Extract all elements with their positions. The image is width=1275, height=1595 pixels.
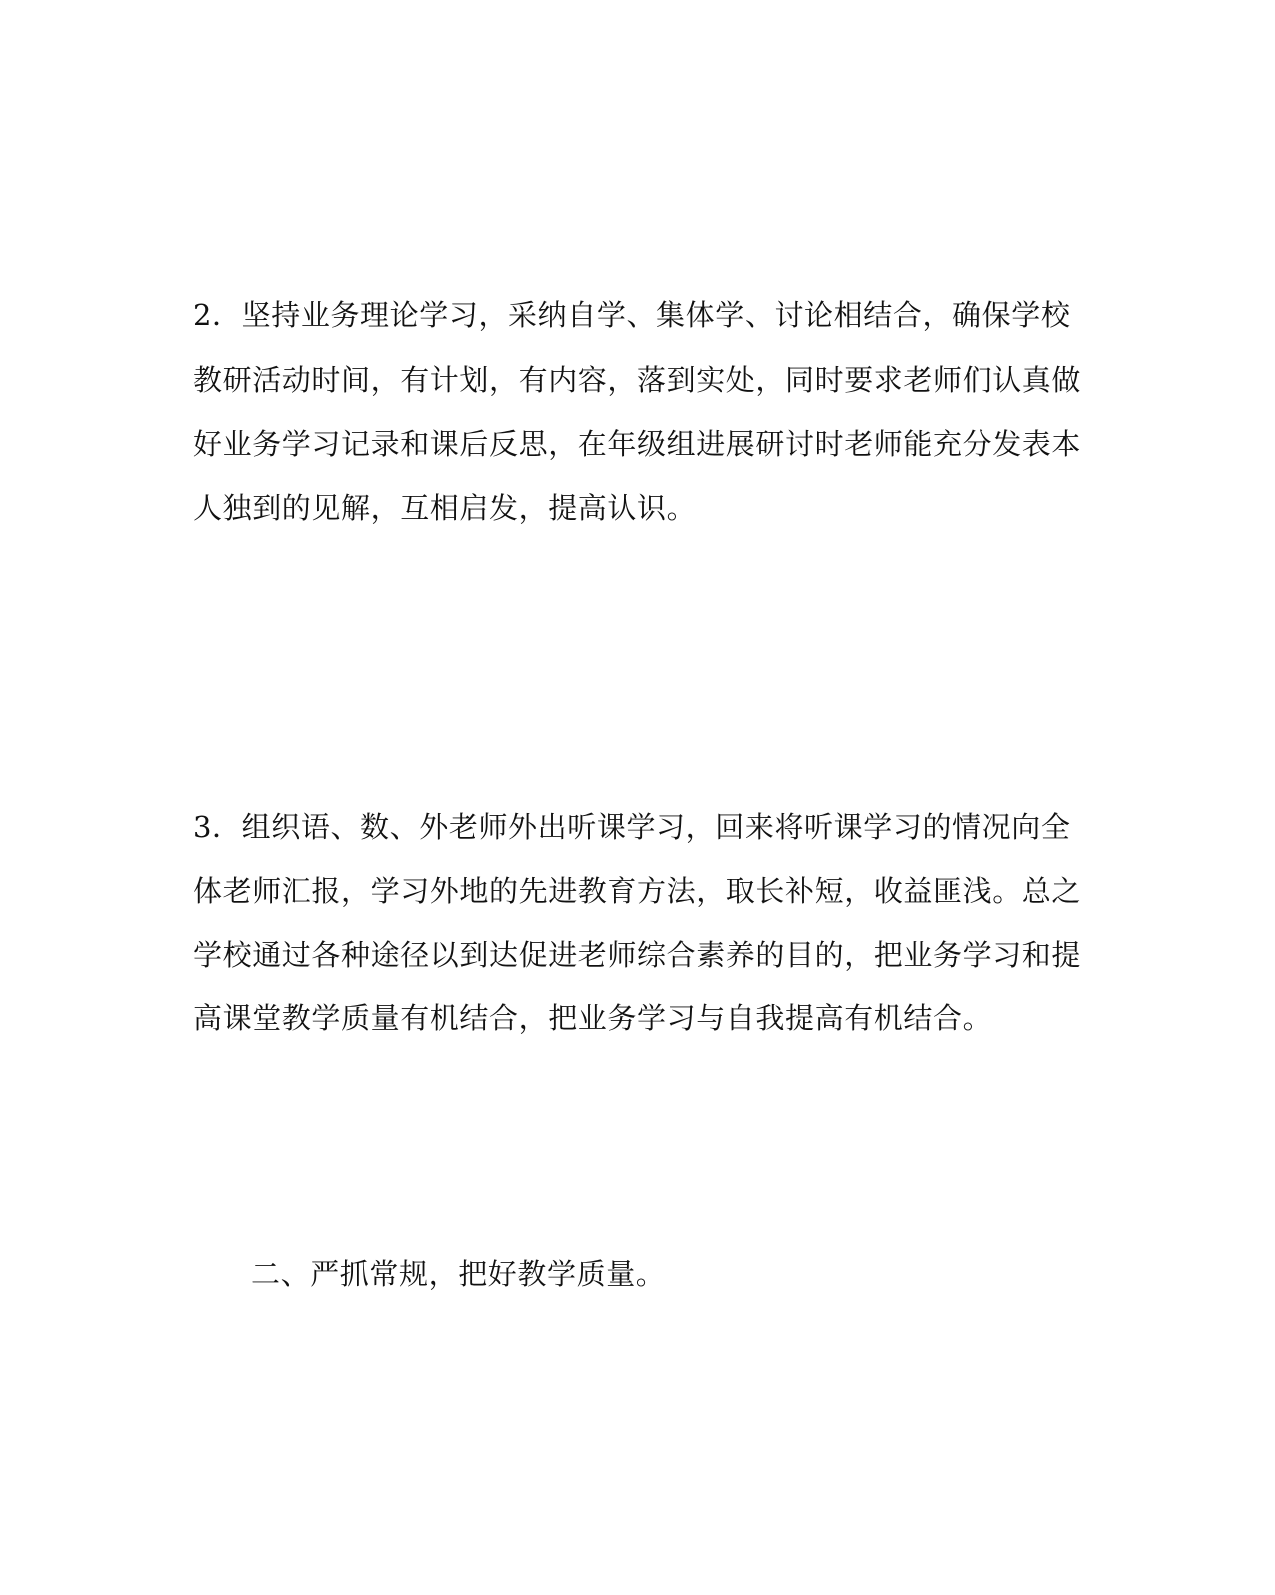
section-heading: 二、严抓常规，把好教学质量。 — [251, 1257, 666, 1291]
paragraph-line: 好业务学习记录和课后反思，在年级组进展研讨时老师能充分发表本 — [193, 427, 1082, 461]
paragraph-line: 人独到的见解，互相启发，提高认识。 — [193, 491, 697, 525]
paragraph-line: 体老师汇报，学习外地的先进教育方法，取长补短，收益匪浅。总之 — [193, 874, 1082, 908]
paragraph-line: 学校通过各种途径以到达促进老师综合素养的目的，把业务学习和提 — [193, 938, 1082, 972]
paragraph-line: 3．组织语、数、外老师外出听课学习，回来将听课学习的情况向全 — [193, 810, 1071, 844]
paragraph-line: 教研活动时间，有计划，有内容，落到实处，同时要求老师们认真做 — [193, 363, 1082, 397]
paragraph-line: 高课堂教学质量有机结合，把业务学习与自我提高有机结合。 — [193, 1001, 993, 1035]
paragraph-line: 2．坚持业务理论学习，采纳自学、集体学、讨论相结合，确保学校 — [193, 298, 1071, 332]
